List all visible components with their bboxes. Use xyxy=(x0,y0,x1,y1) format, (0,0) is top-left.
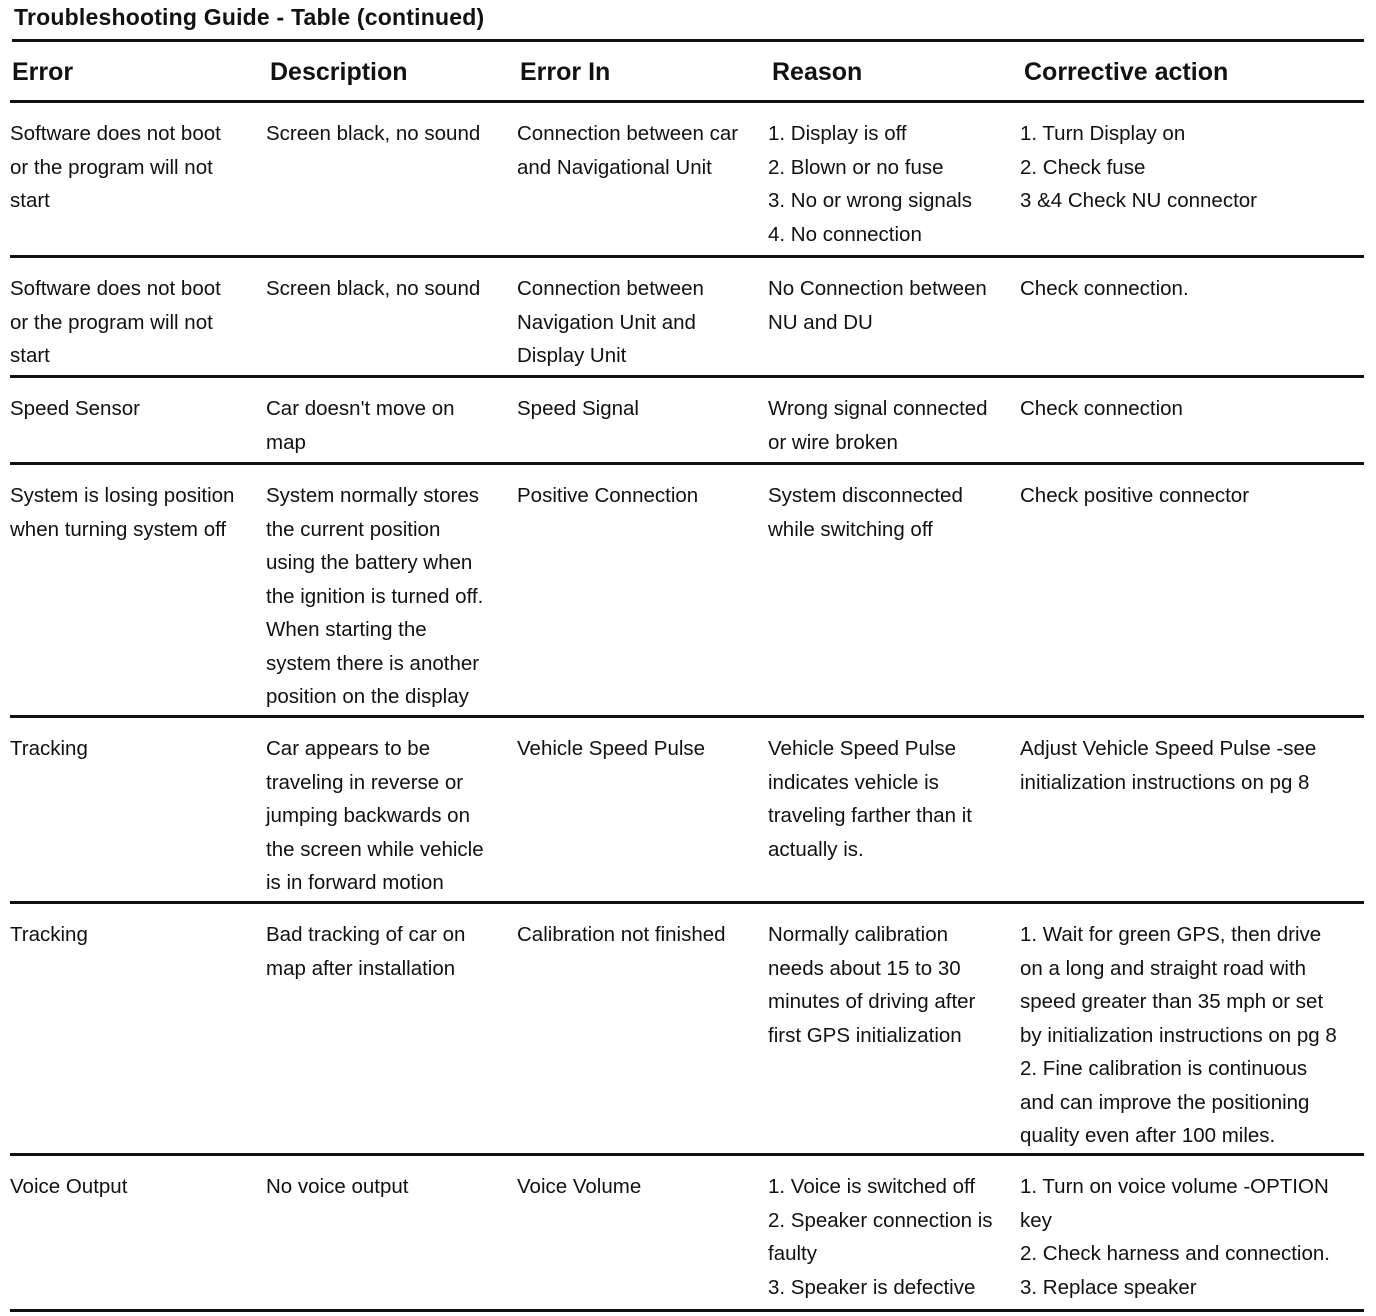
cell-error-in: Voice Volume xyxy=(517,1175,642,1198)
cell-reason: Wrong signal connected or wire broken xyxy=(768,397,988,454)
cell-error: Tracking xyxy=(10,923,88,946)
header-error-in: Error In xyxy=(520,58,611,86)
cell-corrective-action: 1. Turn on voice volume -OPTION key 2. Check harness and connection. 3. Replace speaker xyxy=(1020,1175,1330,1299)
cell-description: System normally stores the current position using the battery when the ignition is turned off. When starting the system there is another position on the display xyxy=(266,484,484,708)
troubleshooting-table xyxy=(10,42,1364,1312)
cell-corrective-action: 1. Wait for green GPS, then drive on a long and straight road with speed greater than 35 mph or set by initialization instructions on pg 8 2. Fine calibration is continuous and can improve the positioning quality even after 100 miles. xyxy=(1020,923,1337,1147)
header-description: Description xyxy=(270,58,408,86)
table-row xyxy=(10,378,1364,465)
cell-reason: 1. Display is off 2. Blown or no fuse 3. No or wrong signals 4. No connection xyxy=(768,122,972,246)
header-reason: Reason xyxy=(772,58,863,86)
cell-error-in: Connection between car and Navigational Unit xyxy=(517,122,739,179)
table-row xyxy=(10,904,1364,1156)
table-row xyxy=(10,258,1364,378)
cell-reason: Vehicle Speed Pulse indicates vehicle is traveling farther than it actually is. xyxy=(768,737,972,861)
cell-corrective-action: 1. Turn Display on 2. Check fuse 3 &4 Check NU connector xyxy=(1020,122,1258,212)
table-row xyxy=(10,718,1364,904)
cell-corrective-action: Check positive connector xyxy=(1020,484,1250,507)
cell-error: System is losing position when turning system off xyxy=(10,484,235,541)
cell-error: Software does not boot or the program will not start xyxy=(10,277,221,367)
page-title: Troubleshooting Guide - Table (continued) xyxy=(14,4,485,30)
cell-error: Speed Sensor xyxy=(10,397,140,420)
header-error: Error xyxy=(12,58,74,86)
cell-error-in: Vehicle Speed Pulse xyxy=(517,737,706,760)
cell-reason: System disconnected while switching off xyxy=(768,484,963,541)
table-row xyxy=(10,465,1364,718)
table-row xyxy=(10,103,1364,258)
cell-reason: No Connection between NU and DU xyxy=(768,277,987,334)
cell-error-in: Calibration not finished xyxy=(517,923,726,946)
cell-error: Tracking xyxy=(10,737,88,760)
cell-error-in: Speed Signal xyxy=(517,397,639,420)
cell-error: Voice Output xyxy=(10,1175,128,1198)
cell-reason: 1. Voice is switched off 2. Speaker connection is faulty 3. Speaker is defective xyxy=(768,1175,993,1299)
cell-description: Screen black, no sound xyxy=(266,277,481,300)
cell-corrective-action: Check connection. xyxy=(1020,277,1189,300)
cell-corrective-action: Check connection xyxy=(1020,397,1183,420)
cell-reason: Normally calibration needs about 15 to 30 minutes of driving after first GPS initialization xyxy=(768,923,976,1047)
cell-error-in: Connection between Navigation Unit and Display Unit xyxy=(517,277,704,367)
cell-description: Screen black, no sound xyxy=(266,122,481,145)
cell-description: No voice output xyxy=(266,1175,409,1198)
cell-description: Car appears to be traveling in reverse or jumping backwards on the screen while vehicle is in forward motion xyxy=(266,737,484,894)
cell-error-in: Positive Connection xyxy=(517,484,699,507)
cell-description: Bad tracking of car on map after installation xyxy=(266,923,466,980)
cell-description: Car doesn't move on map xyxy=(266,397,455,454)
table-header-row xyxy=(10,42,1364,103)
cell-corrective-action: Adjust Vehicle Speed Pulse -see initialization instructions on pg 8 xyxy=(1020,737,1317,794)
table-row xyxy=(10,1156,1364,1312)
cell-error: Software does not boot or the program will not start xyxy=(10,122,221,212)
header-corrective-action: Corrective action xyxy=(1024,58,1229,86)
